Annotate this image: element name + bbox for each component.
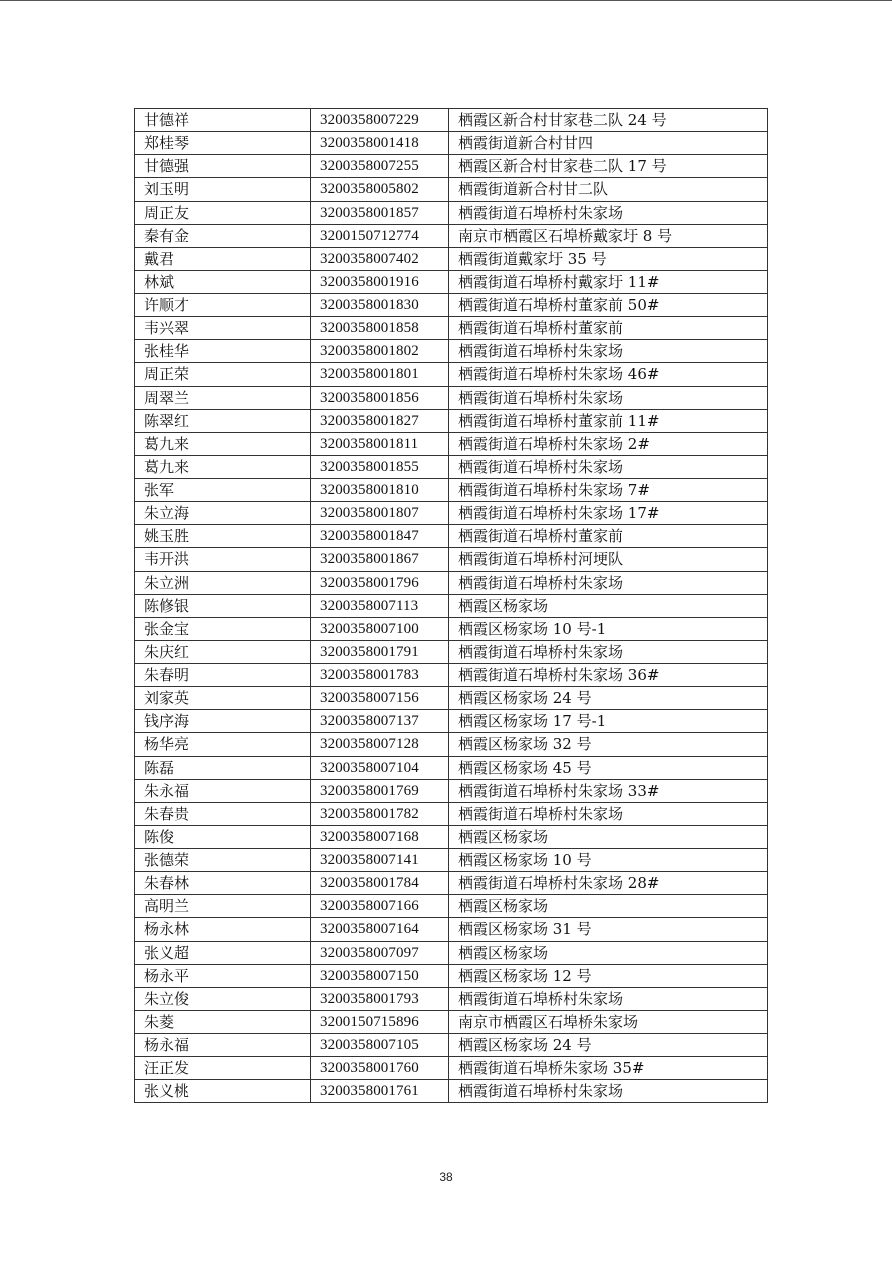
table-row: [135, 825, 768, 848]
table-row: [135, 756, 768, 779]
name-cell: 刘玉明: [135, 178, 311, 201]
name-cell: 杨永平: [135, 964, 311, 987]
table-row: [135, 849, 768, 872]
table-row: [135, 109, 768, 132]
table-row: [135, 224, 768, 247]
table-row: [135, 548, 768, 571]
name-cell: 朱菱: [135, 1010, 311, 1033]
name-cell: 刘家英: [135, 687, 311, 710]
id-number-cell: 3200358007137: [311, 710, 449, 733]
address-cell: 栖霞区杨家场 45 号: [449, 756, 768, 779]
table-row: [135, 987, 768, 1010]
id-number-cell: 3200358001802: [311, 340, 449, 363]
address-cell: 栖霞街道新合村甘四: [449, 132, 768, 155]
address-cell: 栖霞区杨家场: [449, 895, 768, 918]
table-row: [135, 918, 768, 941]
name-cell: 周翠兰: [135, 386, 311, 409]
table-row: [135, 432, 768, 455]
address-cell: 栖霞区杨家场 24 号: [449, 1034, 768, 1057]
name-cell: 杨永林: [135, 918, 311, 941]
name-cell: 高明兰: [135, 895, 311, 918]
table-row: [135, 525, 768, 548]
id-number-cell: 3200358001796: [311, 571, 449, 594]
table-row: [135, 294, 768, 317]
id-number-cell: 3200358001807: [311, 502, 449, 525]
name-cell: 张金宝: [135, 617, 311, 640]
address-cell: 栖霞区杨家场 12 号: [449, 964, 768, 987]
table-row: [135, 1080, 768, 1103]
name-cell: 许顺才: [135, 294, 311, 317]
address-cell: 栖霞街道石埠桥村董家前 50#: [449, 294, 768, 317]
id-number-cell: 3200358001810: [311, 479, 449, 502]
address-cell: 栖霞区杨家场 10 号: [449, 849, 768, 872]
name-cell: 朱永福: [135, 779, 311, 802]
id-number-cell: 3200358001830: [311, 294, 449, 317]
address-cell: 栖霞区杨家场: [449, 594, 768, 617]
id-number-cell: 3200358001761: [311, 1080, 449, 1103]
table-row: [135, 201, 768, 224]
address-cell: 栖霞街道石埠桥村朱家场 7#: [449, 479, 768, 502]
id-number-cell: 3200358001784: [311, 872, 449, 895]
table-row: [135, 571, 768, 594]
address-cell: 栖霞区杨家场 17 号-1: [449, 710, 768, 733]
records-table-container: [134, 108, 767, 1103]
table-row: [135, 664, 768, 687]
name-cell: 姚玉胜: [135, 525, 311, 548]
table-row: [135, 317, 768, 340]
address-cell: 栖霞区杨家场 31 号: [449, 918, 768, 941]
id-number-cell: 3200358001801: [311, 363, 449, 386]
name-cell: 朱春林: [135, 872, 311, 895]
id-number-cell: 3200358001867: [311, 548, 449, 571]
id-number-cell: 3200358007097: [311, 941, 449, 964]
address-cell: 栖霞街道石埠桥村朱家场 46#: [449, 363, 768, 386]
table-row: [135, 941, 768, 964]
address-cell: 栖霞区新合村甘家巷二队 24 号: [449, 109, 768, 132]
table-row: [135, 733, 768, 756]
address-cell: 栖霞街道石埠桥村董家前: [449, 317, 768, 340]
id-number-cell: 3200358001847: [311, 525, 449, 548]
table-row: [135, 1057, 768, 1080]
page-number: 38: [439, 1170, 453, 1184]
id-number-cell: 3200358001827: [311, 409, 449, 432]
id-number-cell: 3200358007104: [311, 756, 449, 779]
address-cell: 栖霞区杨家场: [449, 941, 768, 964]
address-cell: 栖霞街道石埠桥村朱家场: [449, 640, 768, 663]
address-cell: 栖霞区新合村甘家巷二队 17 号: [449, 155, 768, 178]
id-number-cell: 3200358007229: [311, 109, 449, 132]
address-cell: 栖霞街道石埠桥村朱家场: [449, 571, 768, 594]
table-row: [135, 178, 768, 201]
name-cell: 陈翠红: [135, 409, 311, 432]
table-row: [135, 363, 768, 386]
address-cell: 南京市栖霞区石埠桥戴家圩 8 号: [449, 224, 768, 247]
address-cell: 栖霞街道石埠桥村朱家场 17#: [449, 502, 768, 525]
address-cell: 栖霞街道石埠桥村朱家场: [449, 455, 768, 478]
id-number-cell: 3200358001855: [311, 455, 449, 478]
name-cell: 朱庆红: [135, 640, 311, 663]
id-number-cell: 3200358007150: [311, 964, 449, 987]
table-row: [135, 155, 768, 178]
name-cell: 葛九来: [135, 432, 311, 455]
name-cell: 朱春贵: [135, 802, 311, 825]
name-cell: 韦开洪: [135, 548, 311, 571]
table-row: [135, 479, 768, 502]
name-cell: 甘德祥: [135, 109, 311, 132]
id-number-cell: 3200358001857: [311, 201, 449, 224]
name-cell: 张义超: [135, 941, 311, 964]
id-number-cell: 3200358001769: [311, 779, 449, 802]
table-row: [135, 687, 768, 710]
address-cell: 栖霞街道石埠桥村朱家场: [449, 987, 768, 1010]
name-cell: 甘德强: [135, 155, 311, 178]
address-cell: 栖霞街道石埠桥村朱家场: [449, 201, 768, 224]
name-cell: 葛九来: [135, 455, 311, 478]
id-number-cell: 3200358001916: [311, 270, 449, 293]
name-cell: 陈修银: [135, 594, 311, 617]
table-row: [135, 132, 768, 155]
name-cell: 戴君: [135, 247, 311, 270]
address-cell: 栖霞街道新合村甘二队: [449, 178, 768, 201]
address-cell: 栖霞街道石埠桥村董家前 11#: [449, 409, 768, 432]
id-number-cell: 3200358001856: [311, 386, 449, 409]
name-cell: 秦有金: [135, 224, 311, 247]
address-cell: 栖霞区杨家场: [449, 825, 768, 848]
table-row: [135, 710, 768, 733]
name-cell: 朱立洲: [135, 571, 311, 594]
name-cell: 张义桃: [135, 1080, 311, 1103]
name-cell: 郑桂琴: [135, 132, 311, 155]
name-cell: 张德荣: [135, 849, 311, 872]
name-cell: 汪正发: [135, 1057, 311, 1080]
id-number-cell: 3200358007166: [311, 895, 449, 918]
table-row: [135, 386, 768, 409]
name-cell: 钱序海: [135, 710, 311, 733]
records-table: [134, 108, 768, 1103]
table-row: [135, 779, 768, 802]
name-cell: 林斌: [135, 270, 311, 293]
table-row: [135, 594, 768, 617]
table-row: [135, 502, 768, 525]
address-cell: 栖霞街道石埠桥村朱家场 36#: [449, 664, 768, 687]
name-cell: 杨华亮: [135, 733, 311, 756]
name-cell: 朱立海: [135, 502, 311, 525]
address-cell: 栖霞区杨家场 24 号: [449, 687, 768, 710]
id-number-cell: 3200358001791: [311, 640, 449, 663]
top-border-line: [0, 0, 892, 1]
id-number-cell: 3200358001418: [311, 132, 449, 155]
id-number-cell: 3200358007168: [311, 825, 449, 848]
table-row: [135, 270, 768, 293]
id-number-cell: 3200358001858: [311, 317, 449, 340]
table-row: [135, 872, 768, 895]
address-cell: 栖霞街道石埠桥村朱家场: [449, 802, 768, 825]
name-cell: 朱春明: [135, 664, 311, 687]
id-number-cell: 3200358007156: [311, 687, 449, 710]
table-row: [135, 1010, 768, 1033]
id-number-cell: 3200358001760: [311, 1057, 449, 1080]
id-number-cell: 3200358001782: [311, 802, 449, 825]
table-row: [135, 617, 768, 640]
id-number-cell: 3200358007113: [311, 594, 449, 617]
address-cell: 栖霞街道戴家圩 35 号: [449, 247, 768, 270]
id-number-cell: 3200358001811: [311, 432, 449, 455]
address-cell: 栖霞街道石埠桥村朱家场 33#: [449, 779, 768, 802]
id-number-cell: 3200358007141: [311, 849, 449, 872]
address-cell: 南京市栖霞区石埠桥朱家场: [449, 1010, 768, 1033]
table-row: [135, 247, 768, 270]
table-row: [135, 340, 768, 363]
address-cell: 栖霞街道石埠桥村朱家场: [449, 1080, 768, 1103]
table-row: [135, 895, 768, 918]
address-cell: 栖霞街道石埠桥村朱家场: [449, 386, 768, 409]
id-number-cell: 3200150715896: [311, 1010, 449, 1033]
id-number-cell: 3200358005802: [311, 178, 449, 201]
id-number-cell: 3200358001783: [311, 664, 449, 687]
table-row: [135, 964, 768, 987]
table-row: [135, 1034, 768, 1057]
id-number-cell: 3200358007100: [311, 617, 449, 640]
id-number-cell: 3200358007402: [311, 247, 449, 270]
address-cell: 栖霞街道石埠桥村朱家场: [449, 340, 768, 363]
name-cell: 张军: [135, 479, 311, 502]
address-cell: 栖霞街道石埠桥村河埂队: [449, 548, 768, 571]
address-cell: 栖霞街道石埠桥村董家前: [449, 525, 768, 548]
table-row: [135, 409, 768, 432]
name-cell: 周正荣: [135, 363, 311, 386]
id-number-cell: 3200358007105: [311, 1034, 449, 1057]
id-number-cell: 3200358007164: [311, 918, 449, 941]
address-cell: 栖霞区杨家场 32 号: [449, 733, 768, 756]
name-cell: 杨永福: [135, 1034, 311, 1057]
id-number-cell: 3200150712774: [311, 224, 449, 247]
table-row: [135, 802, 768, 825]
id-number-cell: 3200358007128: [311, 733, 449, 756]
name-cell: 周正友: [135, 201, 311, 224]
address-cell: 栖霞街道石埠桥村朱家场 28#: [449, 872, 768, 895]
id-number-cell: 3200358001793: [311, 987, 449, 1010]
name-cell: 张桂华: [135, 340, 311, 363]
address-cell: 栖霞街道石埠桥村戴家圩 11#: [449, 270, 768, 293]
name-cell: 陈磊: [135, 756, 311, 779]
id-number-cell: 3200358007255: [311, 155, 449, 178]
name-cell: 陈俊: [135, 825, 311, 848]
records-table-body: [135, 109, 768, 1103]
name-cell: 韦兴翠: [135, 317, 311, 340]
address-cell: 栖霞区杨家场 10 号-1: [449, 617, 768, 640]
name-cell: 朱立俊: [135, 987, 311, 1010]
address-cell: 栖霞街道石埠桥村朱家场 2#: [449, 432, 768, 455]
table-row: [135, 640, 768, 663]
table-row: [135, 455, 768, 478]
address-cell: 栖霞街道石埠桥朱家场 35#: [449, 1057, 768, 1080]
